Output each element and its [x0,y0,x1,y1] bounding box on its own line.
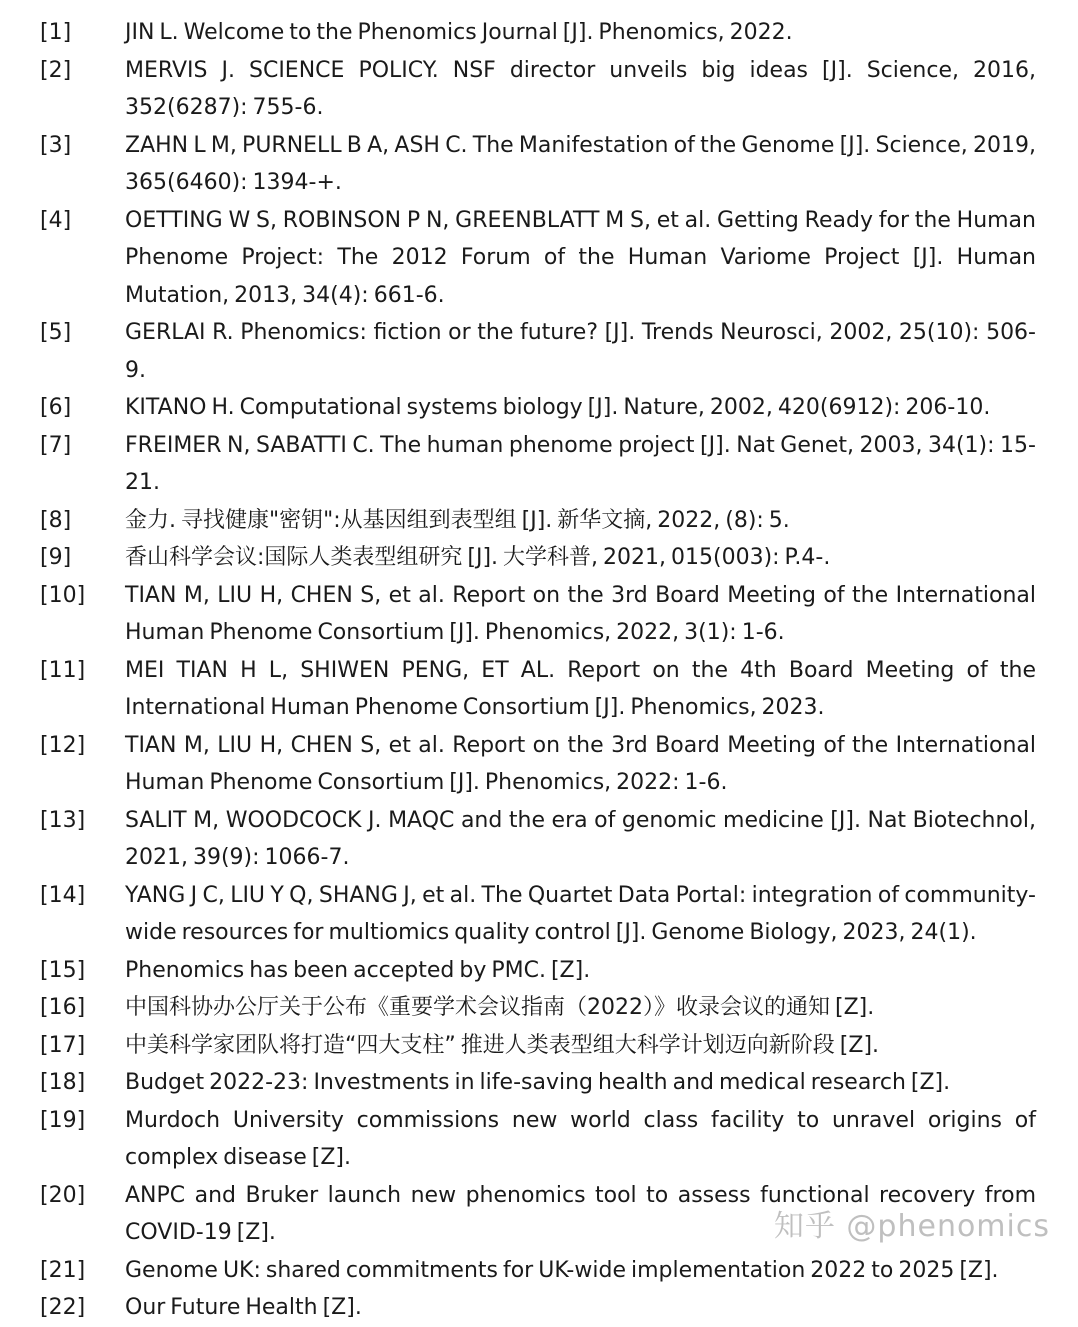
reference-text: Our Future Health [Z]. [125,1295,362,1320]
reference-number: [13] [40,807,86,833]
reference-text: OETTING W S, ROBINSON P N, GREENBLATT M S, et al. Getting Ready for the Human Phenome Project: The 2012 Forum of the Human Variome Project [J]. Human Mutation, 2013, 34(4): 661-6. [125,207,1036,308]
reference-text: 金力. 寻找健康"密钥":从基因组到表型组 [J]. 新华文摘, 2022, (8): 5. [125,507,790,533]
reference-number: [20] [40,1182,86,1208]
reference-item [40,1102,1036,1177]
reference-item [40,52,1036,127]
reference-number: [5] [40,320,72,345]
reference-number: [16] [40,995,86,1020]
reference-number: [12] [40,732,86,758]
reference-item [40,389,1036,427]
reference-number: [18] [40,1070,86,1095]
reference-item [40,314,1036,389]
zhihu-watermark: 知乎 @phenomics [773,1209,1050,1244]
reference-item [40,1027,1036,1065]
reference-number: [14] [40,882,86,908]
reference-text: 中国科协办公厅关于公布《重要学术会议指南（2022）》收录会议的通知 [Z]. [125,995,875,1020]
reference-number: [4] [40,207,72,233]
reference-text: TIAN M, LIU H, CHEN S, et al. Report on the 3rd Board Meeting of the International Human Phenome Consortium [J]. Phenomics, 2022: 1-6. [125,732,1036,795]
reference-item [40,652,1036,727]
reference-item [40,989,1036,1027]
reference-number: [1] [40,20,72,45]
reference-text: 中美科学家团队将打造“四大支柱” 推进人类表型组大科学计划迈向新阶段 [Z]. [125,1032,880,1058]
reference-item [40,1252,1036,1290]
reference-item [40,802,1036,877]
reference-text: YANG J C, LIU Y Q, SHANG J, et al. The Quartet Data Portal: integration of community-wide resources for multiomics quality control [J]. Genome Biology, 2023, 24(1). [125,882,1036,945]
reference-number: [10] [40,582,86,608]
reference-text: TIAN M, LIU H, CHEN S, et al. Report on the 3rd Board Meeting of the International Human Phenome Consortium [J]. Phenomics, 2022, 3(1): 1-6. [125,582,1036,645]
reference-text: Budget 2022-23: Investments in life-saving health and medical research [Z]. [125,1070,951,1095]
reference-number: [22] [40,1295,86,1320]
reference-item [40,539,1036,577]
reference-list [40,14,1036,1327]
reference-number: [17] [40,1032,86,1058]
reference-text: KITANO H. Computational systems biology [J]. Nature, 2002, 420(6912): 206-10. [125,395,991,420]
reference-text: JIN L. Welcome to the Phenomics Journal [J]. Phenomics, 2022. [125,20,793,45]
reference-number: [19] [40,1107,86,1133]
reference-item [40,952,1036,990]
reference-text: MERVIS J. SCIENCE POLICY. NSF director unveils big ideas [J]. Science, 2016, 352(6287): 755-6. [125,57,1036,120]
reference-text: Phenomics has been accepted by PMC. [Z]. [125,957,591,983]
reference-text: GERLAI R. Phenomics: fiction or the future? [J]. Trends Neurosci, 2002, 25(10): 506-9. [125,320,1036,383]
reference-item [40,1064,1036,1102]
reference-item [40,727,1036,802]
reference-number: [2] [40,57,72,83]
reference-number: [15] [40,957,86,983]
reference-text: 香山科学会议:国际人类表型组研究 [J]. 大学科普, 2021, 015(003): P.4-. [125,545,831,570]
reference-number: [3] [40,132,72,158]
reference-item [40,202,1036,315]
reference-number: [8] [40,507,72,533]
reference-text: Genome UK: shared commitments for UK-wide implementation 2022 to 2025 [Z]. [125,1257,999,1283]
reference-number: [9] [40,545,72,570]
reference-text: SALIT M, WOODCOCK J. MAQC and the era of genomic medicine [J]. Nat Biotechnol, 2021, 39(9): 1066-7. [125,807,1036,870]
reference-number: [21] [40,1257,86,1283]
reference-item [40,877,1036,952]
reference-item [40,127,1036,202]
reference-text: ZAHN L M, PURNELL B A, ASH C. The Manifestation of the Genome [J]. Science, 2019, 365(6460): 1394-+. [125,132,1036,195]
reference-text: MEI TIAN H L, SHIWEN PENG, ET AL. Report on the 4th Board Meeting of the International Human Phenome Consortium [J]. Phenomics, 2023. [125,657,1036,720]
reference-item [40,427,1036,502]
reference-item [40,1289,1036,1327]
reference-text: Murdoch University commissions new world class facility to unravel origins of complex disease [Z]. [125,1107,1036,1170]
reference-number: [7] [40,432,72,458]
reference-text: ANPC and Bruker launch new phenomics tool to assess functional recovery from COVID-19 [Z]. [125,1182,1036,1245]
reference-text: FREIMER N, SABATTI C. The human phenome project [J]. Nat Genet, 2003, 34(1): 15-21. [125,432,1036,495]
reference-number: [6] [40,395,72,420]
reference-item [40,502,1036,540]
reference-item [40,14,1036,52]
reference-number: [11] [40,657,86,683]
reference-item [40,577,1036,652]
